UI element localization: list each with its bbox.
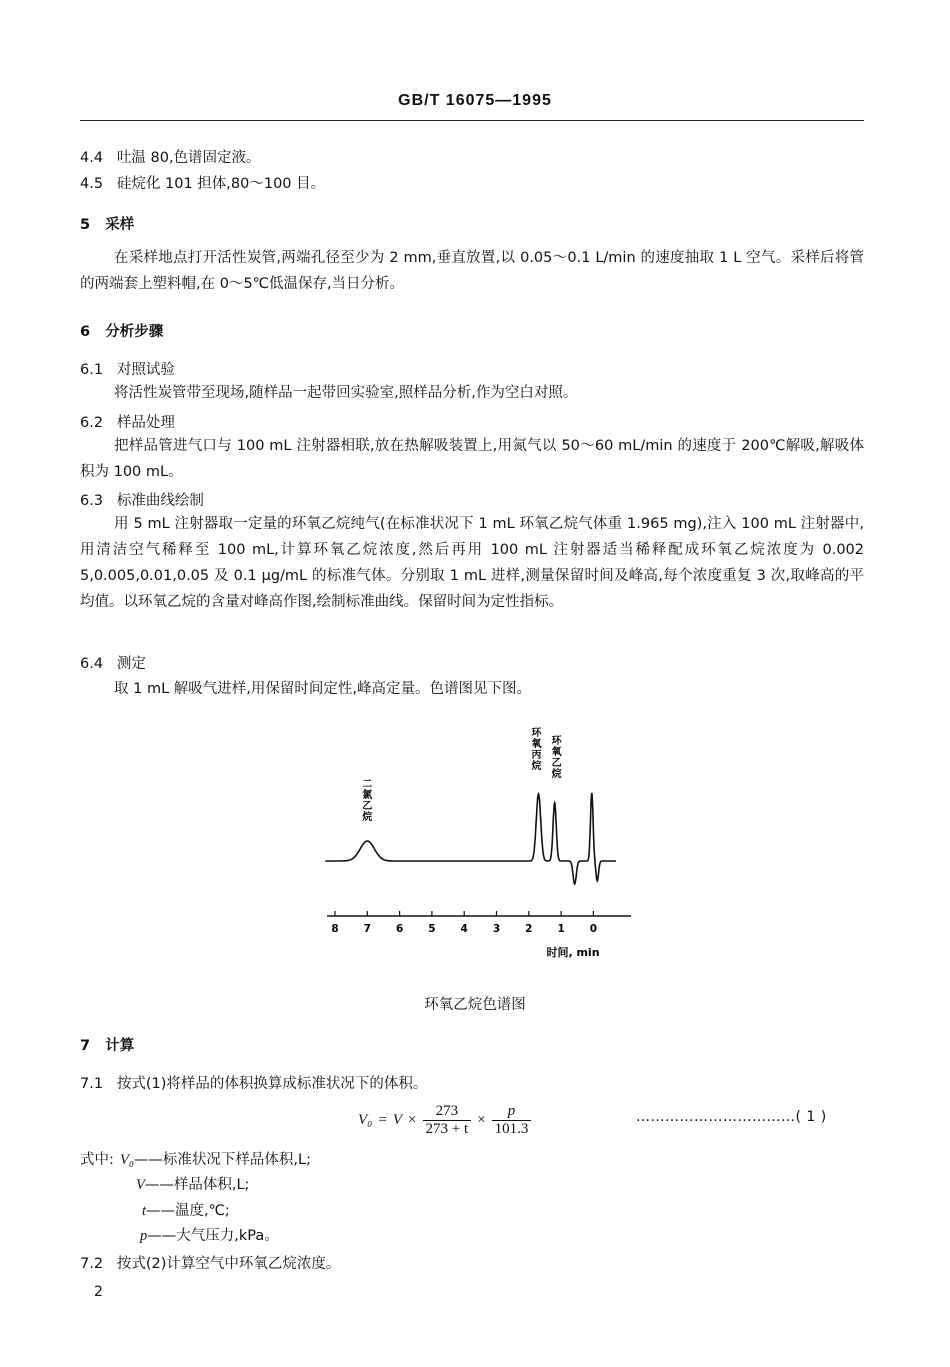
time-axis-label: 时间, min — [546, 946, 600, 959]
section-6-heading — [80, 320, 163, 341]
x-tick-label: 7 — [363, 923, 371, 935]
page-header: GB/T 16075—1995 — [398, 92, 552, 109]
subsection-title: 测定 — [116, 656, 146, 672]
fraction-denominator: 273 + t — [423, 1120, 472, 1138]
leader-dots: …………………………… — [636, 1109, 796, 1125]
definition-text: ——样品体积,L; — [144, 1177, 250, 1193]
section-5-text: 在采样地点打开活性炭管,两端孔径至少为 2 mm,垂直放置,以 0.05～0.1 L/min 的速度抽取 1 L 空气。采样后将管的两端套上塑料帽,在 0～5℃低温保存,当日分析。 — [80, 250, 864, 292]
subsection-6-1-heading — [80, 358, 175, 379]
subsection-title: 标准曲线绘制 — [116, 493, 204, 509]
chromatogram-chart — [300, 720, 650, 970]
section-title: 分析步骤 — [105, 324, 164, 340]
item-text: 硅烷化 101 担体,80～100 目。 — [116, 176, 326, 192]
fraction-numerator: 273 — [435, 1102, 459, 1119]
item-4-5 — [80, 172, 325, 193]
x-tick-label: 3 — [492, 923, 501, 935]
x-tick-label: 0 — [589, 923, 598, 935]
subsection-number: 7.1 — [80, 1076, 104, 1092]
peak-label: 环氧乙烷 — [551, 736, 562, 780]
section-number: 5 — [80, 217, 91, 233]
x-tick-label: 8 — [331, 923, 339, 935]
subsection-6-3-text: 用 5 mL 注射器取一定量的环氧乙烷纯气(在标准状况下 1 mL 环氧乙烷气体重 1.965 mg),注入 100 mL 注射器中,用清洁空气稀释至 100 mL,计算环氧乙烷浓度,然后再用 100 mL 注射器适当稀释配成环氧乙烷浓度为 0.002 5,0.005,0.01,0.05 及 0.1 μg/mL 的标准气体。分别取 1 mL 进样,测量保留时间及峰高,每个浓度重复 3 次,取峰高的平均值。以环氧乙烷的含量对峰高作图,绘制标准曲线。保留时间为定性指标。 — [80, 516, 864, 610]
definition-symbol: p — [140, 1228, 148, 1244]
subsection-6-4-text: 取 1 mL 解吸气进样,用保留时间定性,峰高定量。色谱图见下图。 — [114, 681, 531, 697]
formula-label: ( 1 ) — [795, 1109, 827, 1125]
fraction-denominator: 101.3 — [492, 1120, 532, 1138]
item-text: 吐温 80,色谱固定液。 — [116, 150, 261, 166]
formula-times: × — [477, 1111, 486, 1128]
definition-text: ——大气压力,kPa。 — [147, 1228, 279, 1244]
definition-symbol: V₀ — [120, 1152, 134, 1168]
definition-row — [140, 1224, 279, 1245]
subsection-6-2-heading — [80, 411, 175, 432]
definition-symbol: t — [142, 1203, 147, 1219]
section-5-heading — [80, 213, 134, 234]
subsection-6-1-text: 将活性炭管带至现场,随样品一起带回实验室,照样品分析,作为空白对照。 — [114, 385, 578, 401]
header-rule — [80, 120, 864, 121]
subsection-6-4-heading — [80, 652, 146, 673]
subsection-text: 按式(1)将样品的体积换算成标准状况下的体积。 — [116, 1076, 428, 1092]
peak-label: 环氧丙烷 — [531, 728, 542, 772]
section-title: 采样 — [105, 217, 135, 233]
fraction-temperature — [423, 1103, 472, 1138]
page-number: 2 — [94, 1284, 103, 1300]
subsection-title: 样品处理 — [116, 415, 175, 431]
definition-row — [142, 1199, 230, 1220]
definition-row — [136, 1173, 249, 1194]
figure-caption: 环氧乙烷色谱图 — [424, 997, 526, 1013]
subsection-number: 6.3 — [80, 493, 104, 509]
subsection-number: 6.4 — [80, 656, 104, 672]
subsection-7-2 — [80, 1252, 340, 1273]
subsection-title: 对照试验 — [116, 362, 175, 378]
section-number: 7 — [80, 1038, 91, 1054]
definition-text: ——标准状况下样品体积,L; — [133, 1152, 311, 1168]
subsection-text: 按式(2)计算空气中环氧乙烷浓度。 — [116, 1256, 341, 1272]
x-tick-label: 4 — [460, 923, 468, 935]
subsection-7-1 — [80, 1072, 427, 1093]
subsection-number: 6.1 — [80, 362, 104, 378]
x-tick-label: 2 — [525, 923, 533, 935]
item-4-4 — [80, 146, 261, 167]
section-number: 6 — [80, 324, 91, 340]
definition-text: ——温度,℃; — [146, 1203, 230, 1219]
subsection-6-3-heading — [80, 489, 204, 510]
definition-intro: 式中: — [80, 1152, 114, 1168]
formula-1 — [358, 1098, 531, 1142]
fraction-numerator: p — [507, 1102, 516, 1119]
x-tick-label: 1 — [557, 923, 565, 935]
formula-volume: V — [392, 1111, 403, 1128]
formula-times: × — [408, 1111, 417, 1128]
formula-equals: = — [378, 1111, 387, 1128]
subsection-6-2-text: 把样品管进气口与 100 mL 注射器相联,放在热解吸装置上,用氮气以 50～60 mL/min 的速度于 200℃解吸,解吸体积为 100 mL。 — [80, 438, 864, 480]
x-tick-label: 6 — [395, 923, 404, 935]
formula-leader — [636, 1109, 827, 1125]
subsection-number: 7.2 — [80, 1256, 104, 1272]
definition-symbol: V — [136, 1177, 145, 1193]
x-tick-label: 5 — [428, 923, 436, 935]
section-title: 计算 — [105, 1038, 135, 1054]
formula-lhs: V₀ — [358, 1111, 373, 1128]
peak-label: 二氯乙烷 — [362, 779, 373, 823]
section-7-heading — [80, 1034, 134, 1055]
subsection-number: 6.2 — [80, 415, 104, 431]
item-number: 4.4 — [80, 150, 104, 166]
item-number: 4.5 — [80, 176, 104, 192]
fraction-pressure — [492, 1103, 532, 1138]
definition-row — [120, 1148, 311, 1169]
